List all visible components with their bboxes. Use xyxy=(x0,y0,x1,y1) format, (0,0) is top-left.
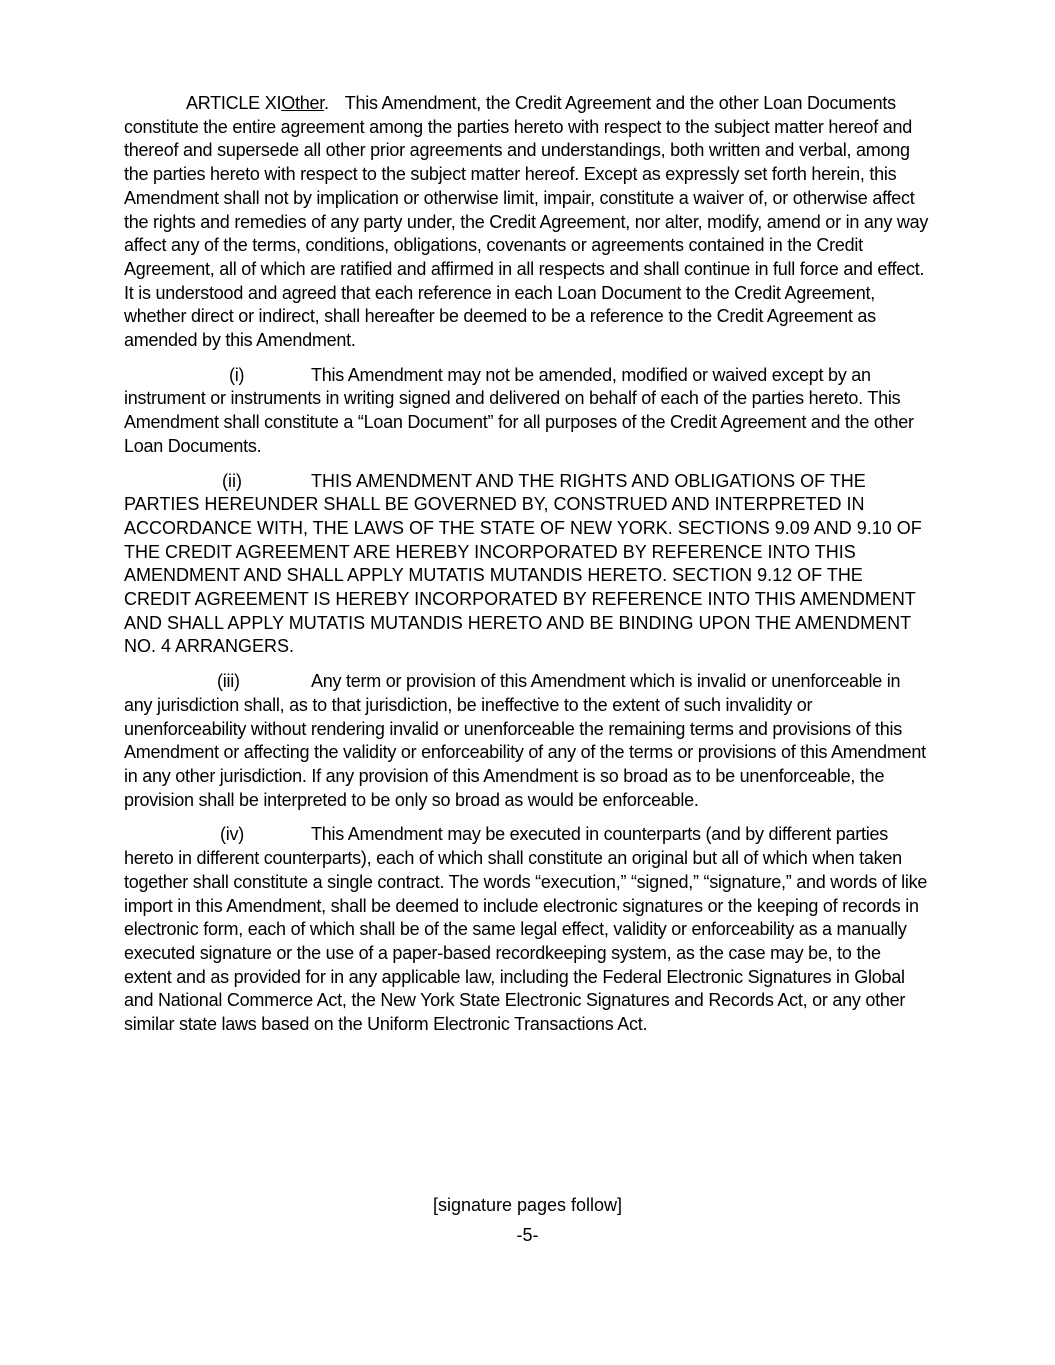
document-page xyxy=(124,92,930,1048)
page-number: -5- xyxy=(516,1225,539,1245)
section-number: (i) xyxy=(229,364,245,385)
section-text: THIS AMENDMENT AND THE RIGHTS AND OBLIGATIONS OF THE PARTIES HEREUNDER SHALL BE GOVERNED BY, CONSTRUED AND INTERPRETED IN ACCORDANCE WITH, THE LAWS OF THE STATE OF NEW YORK. SECTIONS 9.09 AND 9.10 OF THE CREDIT AGREEMENT ARE HEREBY INCORPORATED BY REFERENCE INTO THIS AMENDMENT AND SHALL APPLY MUTATIS MUTANDIS HERETO. SECTION 9.12 OF THE CREDIT AGREEMENT IS HEREBY INCORPORATED BY REFERENCE INTO THIS AMENDMENT AND SHALL APPLY MUTATIS MUTANDIS HERETO AND BE BINDING UPON THE AMENDMENT NO. 4 ARRANGERS. xyxy=(124,470,922,657)
section-paragraph-iii xyxy=(124,670,930,812)
article-heading: Other xyxy=(281,93,324,113)
section-text: Any term or provision of this Amendment which is invalid or unenforceable in any jurisdiction shall, as to that jurisdiction, be ineffective to the extent of such invalidity or unenforceability without rendering invalid or unenforceable the remaining terms and provisions of this Amendment or affecting the validity or enforceability of any of the terms or provisions of this Amendment in any other jurisdiction. If any provision of this Amendment is so broad as to be unenforceable, the provision shall be interpreted to be only so broad as would be enforceable. xyxy=(124,671,926,810)
section-paragraph-iv xyxy=(124,823,930,1036)
section-number: (ii) xyxy=(222,470,242,491)
section-text: This Amendment may not be amended, modified or waived except by an instrument or instruments in writing signed and delivered on behalf of each of the parties hereto. This Amendment shall constitute a “Loan Document” for all purposes of the Credit Agreement and the other Loan Documents. xyxy=(124,364,914,456)
section-text: This Amendment may be executed in counterparts (and by different parties hereto in different counterparts), each of which shall constitute an original but all of which when taken together shall constitute a single contract. The words “execution,” “signed,” “signature,” and words of like import in this Amendment, shall be deemed to include electronic signatures or the keeping of records in electronic form, each of which shall be of the same legal effect, validity or enforceability as a manually executed signature or the use of a paper-based recordkeeping system, as the case may be, to the extent and as provided for in any applicable law, including the Federal Electronic Signatures in Global and National Commerce Act, the New York State Electronic Signatures and Records Act, or any other similar state laws based on the Uniform Electronic Transactions Act. xyxy=(124,824,928,1035)
signature-pages-note: [signature pages follow] xyxy=(432,1195,623,1215)
article-paragraph xyxy=(124,92,930,353)
section-paragraph-ii xyxy=(124,470,930,660)
section-paragraph-i xyxy=(124,364,930,459)
article-label: ARTICLE XI xyxy=(186,93,282,113)
section-number: (iv) xyxy=(220,824,244,845)
section-number: (iii) xyxy=(217,671,240,692)
article-body: This Amendment, the Credit Agreement and the other Loan Documents constitute the entire agreement among the parties hereto with respect to the subject matter hereof and thereof and supersede all other prior agreements and understandings, both written and verbal, among the parties hereto with respect to the subject matter hereof. Except as expressly set forth herein, this Amendment shall not by implication or otherwise limit, impair, constitute a waiver of, or otherwise affect the rights and remedies of any party under, the Credit Agreement, nor alter, modify, amend or in any way affect any of the terms, conditions, obligations, covenants or agreements contained in the Credit Agreement, all of which are ratified and affirmed in all respects and shall continue in full force and effect. It is understood and agreed that each reference in each Loan Document to the Credit Agreement, whether direct or indirect, shall hereafter be deemed to be a reference to the Credit Agreement as amended by this Amendment. xyxy=(124,93,929,351)
article-heading-period: . xyxy=(323,93,329,113)
